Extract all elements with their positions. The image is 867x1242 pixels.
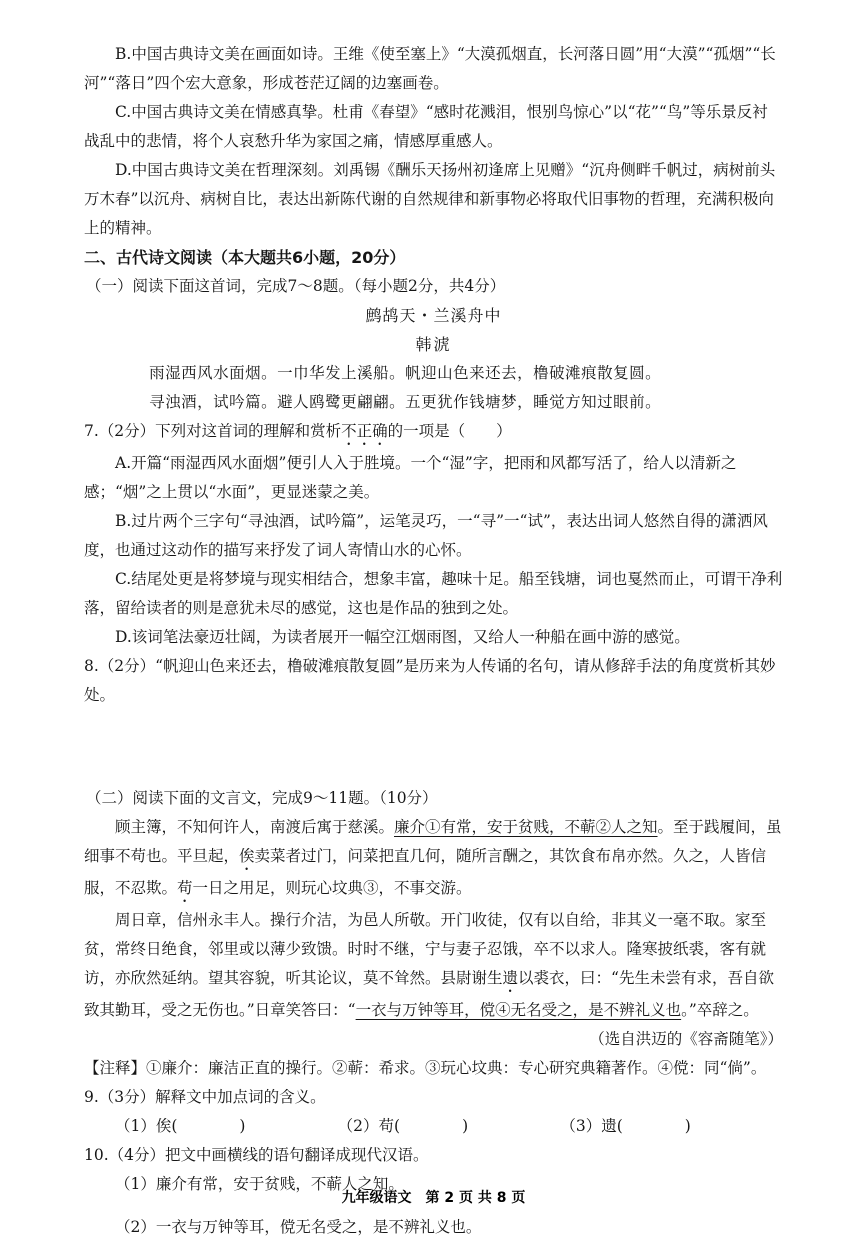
q7-option-a: A.开篇“雨湿西风水面烟”便引人入于胜境。一个“湿”字，把雨和风都写活了，给人以清新之感；“烟”之上贯以“水面”，更显迷蒙之美。 [84, 454, 737, 501]
q9-item-1: （1）俟( ) [115, 1117, 246, 1135]
option-b: B.中国古典诗文美在画面如诗。王维《使至塞上》“大漠孤烟直，长河落日圆”用“大漠”“孤烟”“长河”“落日”四个宏大意象，形成苍茫辽阔的边塞画卷。 [84, 45, 776, 92]
poem-author: 韩淲 [415, 335, 452, 354]
section-heading: 二、古代诗文阅读（本大题共6小题，20分） [84, 248, 406, 267]
q7-option-c: C.结尾处更是将梦境与现实相结合，想象丰富，趣味十足。船至钱塘，词也戛然而止，可谓干净利落，留给读者的则是意犹未尽的感觉，这也是作品的独到之处。 [84, 570, 783, 617]
emphasis-not-correct: 不正确 [341, 422, 388, 440]
question-8: 8.（2分）“帆迎山色来还去，橹破滩痕散复圆”是历来为人传诵的名句，请从修辞手法的角度赏析其妙处。 [84, 657, 776, 704]
classical-paragraph-2: 周日章，信州永丰人。操行介洁，为邑人所敬。开门收徒，仅有以自给，非其义一毫不取。家至贫，常终日绝食，邻里或以薄少致馈。时时不继，宁与妻子忍饿，卒不以求人。隆寒披纸裘，客有就访，亦欣然延纳。望其容貌，听其论议，莫不耸然。县尉谢生遗以裘衣，曰：“先生未尝有求，吾自欲致其勤耳，受之无伤也。”日章笑答曰：“一衣与万钟等耳，傥④无名受之，是不辨礼义也。”卒辞之。 [84, 911, 774, 1019]
question-9: 9.（3分）解释文中加点词的含义。 [84, 1088, 326, 1106]
dotted-word-si: 俟 [239, 847, 255, 865]
page-footer: 九年级语文 第 2 页 共 8 页 [341, 1190, 526, 1206]
option-d: D.中国古典诗文美在哲理深刻。刘禹锡《酬乐天扬州初逢席上见赠》“沉舟侧畔千帆过，病树前头万木春”以沉舟、病树自比，表达出新陈代谢的自然规律和新事物必将取代旧事物的哲理，充满积极向上的精神。 [84, 161, 776, 237]
annotation-note: 【注释】①廉介：廉洁正直的操行。②蕲：希求。③玩心坟典：专心研究典籍著作。④傥：同“倘”。 [84, 1059, 767, 1077]
q7-option-b: B.过片两个三字句“寻浊酒，试吟篇”，运笔灵巧，一“寻”一“试”，表达出词人悠然自得的潇洒风度，也通过这动作的描写来抒发了词人寄情山水的心怀。 [84, 512, 768, 559]
part2-instruction: （二）阅读下面的文言文，完成9～11题。（10分） [86, 789, 438, 807]
question-10: 10.（4分）把文中画横线的语句翻译成现代汉语。 [84, 1146, 429, 1164]
source-citation: （选自洪迈的《容斋随笔》） [589, 1030, 783, 1048]
underlined-sentence-2: 一衣与万钟等耳，傥④无名受之，是不辨礼义也 [355, 1001, 682, 1019]
poem-line-1: 雨湿西风水面烟。一巾华发上溪船。帆迎山色来还去，橹破滩痕散复圆。 [149, 364, 662, 382]
classical-paragraph-1: 顾主簿，不知何许人，南渡后寓于慈溪。廉介①有常，安于贫贱，不蕲②人之知。至于践履间，虽细事不苟也。平旦起，俟卖菜者过门，问菜把直几何，随所言酬之，其饮食布帛亦然。久之，人皆信服，不忍欺。苟一日之用足，则玩心坟典③，不事交游。 [84, 818, 782, 897]
poem-line-2: 寻浊酒，试吟篇。避人鸥鹭更翩翩。五更犹作钱塘梦，睡觉方知过眼前。 [149, 393, 662, 411]
underlined-sentence-1: 廉介①有常，安于贫贱，不蕲②人之知 [394, 818, 658, 836]
q10-item-2: （2）一衣与万钟等耳，傥无名受之，是不辨礼义也。 [115, 1218, 482, 1236]
q9-item-3: （3）遗( ) [560, 1117, 691, 1135]
dotted-word-gou: 苟 [177, 879, 193, 897]
q9-blanks [115, 1112, 783, 1141]
answer-space [84, 710, 783, 784]
dotted-word-wei: 遗 [502, 969, 519, 987]
question-7: 7.（2分）下列对这首词的理解和赏析不正确的一项是（ ） [84, 422, 512, 440]
q7-option-d: D.该词笔法豪迈壮阔，为读者展开一幅空江烟雨图，又给人一种船在画中游的感觉。 [115, 628, 690, 646]
q10-item-1: （1）廉介有常，安于贫贱，不蕲人之知。 [115, 1175, 404, 1193]
q9-item-2: （2）苟( ) [337, 1117, 469, 1135]
part1-instruction: （一）阅读下面这首词，完成7～8题。（每小题2分，共4分） [86, 277, 506, 295]
poem-title: 鹧鸪天・兰溪舟中 [365, 306, 502, 325]
option-c: C.中国古典诗文美在情感真挚。杜甫《春望》“感时花溅泪，恨别鸟惊心”以“花”“鸟”等乐景反衬战乱中的悲情，将个人哀愁升华为家国之痛，情感厚重感人。 [84, 103, 768, 150]
